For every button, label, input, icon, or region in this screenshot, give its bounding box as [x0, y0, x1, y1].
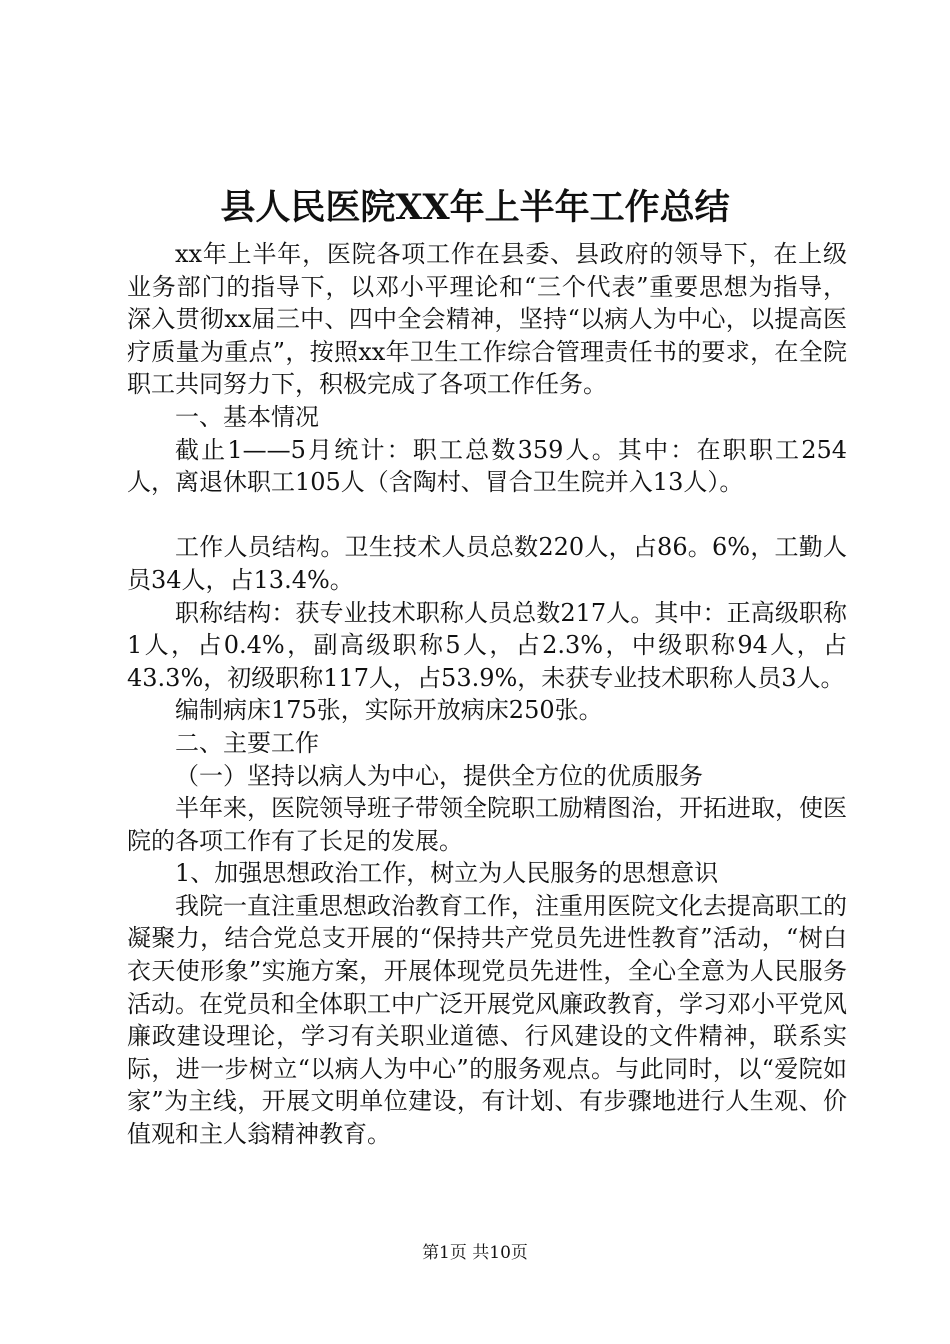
- paragraph-title-structure: 职称结构：获专业技术职称人员总数217人。其中：正高级职称1人，占0.4%，副高级职称5人，占2.3%，中级职称94人，占43.3%，初级职称117人，占53.9%，未获专业技术职称人员3人。: [127, 598, 847, 692]
- section-heading-main-work: 二、主要工作: [175, 728, 319, 757]
- page-number-footer: 第1页 共10页: [422, 1243, 528, 1263]
- paragraph-half-year: 半年来，医院领导班子带领全院职工励精图治，开拓进取，使医院的各项工作有了长足的发展。: [127, 794, 847, 855]
- paragraph-staff-count: 截止1——5月统计：职工总数359人。其中：在职职工254人，离退休职工105人（含陶村、冒合卫生院并入13人）。: [127, 435, 847, 497]
- document-body: [127, 238, 847, 1151]
- blank-line: [127, 499, 847, 532]
- document-title: 县人民医院XX年上半年工作总结: [220, 187, 730, 228]
- paragraph-intro: xx年上半年，医院各项工作在县委、县政府的领导下，在上级业务部门的指导下，以邓小平理论和“三个代表”重要思想为指导，深入贯彻xx届三中、四中全会精神，坚持“以病人为中心，以提高医疗质量为重点”，按照xx年卫生工作综合管理责任书的要求，在全院职工共同努力下，积极完成了各项工作任务。: [127, 240, 847, 399]
- paragraph-beds: 编制病床175张，实际开放病床250张。: [175, 696, 603, 725]
- paragraph-staff-structure: 工作人员结构。卫生技术人员总数220人，占86。6%，工勤人员34人，占13.4%。: [127, 533, 847, 594]
- paragraph-political-education: 我院一直注重思想政治教育工作，注重用医院文化去提高职工的凝聚力，结合党总支开展的“保持共产党员先进性教育”活动，“树白衣天使形象”实施方案，开展体现党员先进性，全心全意为人民服务活动。在党员和全体职工中广泛开展党风廉政教育，学习邓小平党风廉政建设理论，学习有关职业道德、行风建设的文件精神，联系实际，进一步树立“以病人为中心”的服务观点。与此同时，以“爱院如家”为主线，开展文明单位建设，有计划、有步骤地进行人生观、价值观和主人翁精神教育。: [127, 891, 847, 1149]
- section-heading-basic-info: 一、基本情况: [175, 402, 319, 431]
- subheading-patient-centered: （一）坚持以病人为中心，提供全方位的优质服务: [175, 761, 703, 790]
- subheading-political-work: 1、加强思想政治工作，树立为人民服务的思想意识: [175, 859, 719, 888]
